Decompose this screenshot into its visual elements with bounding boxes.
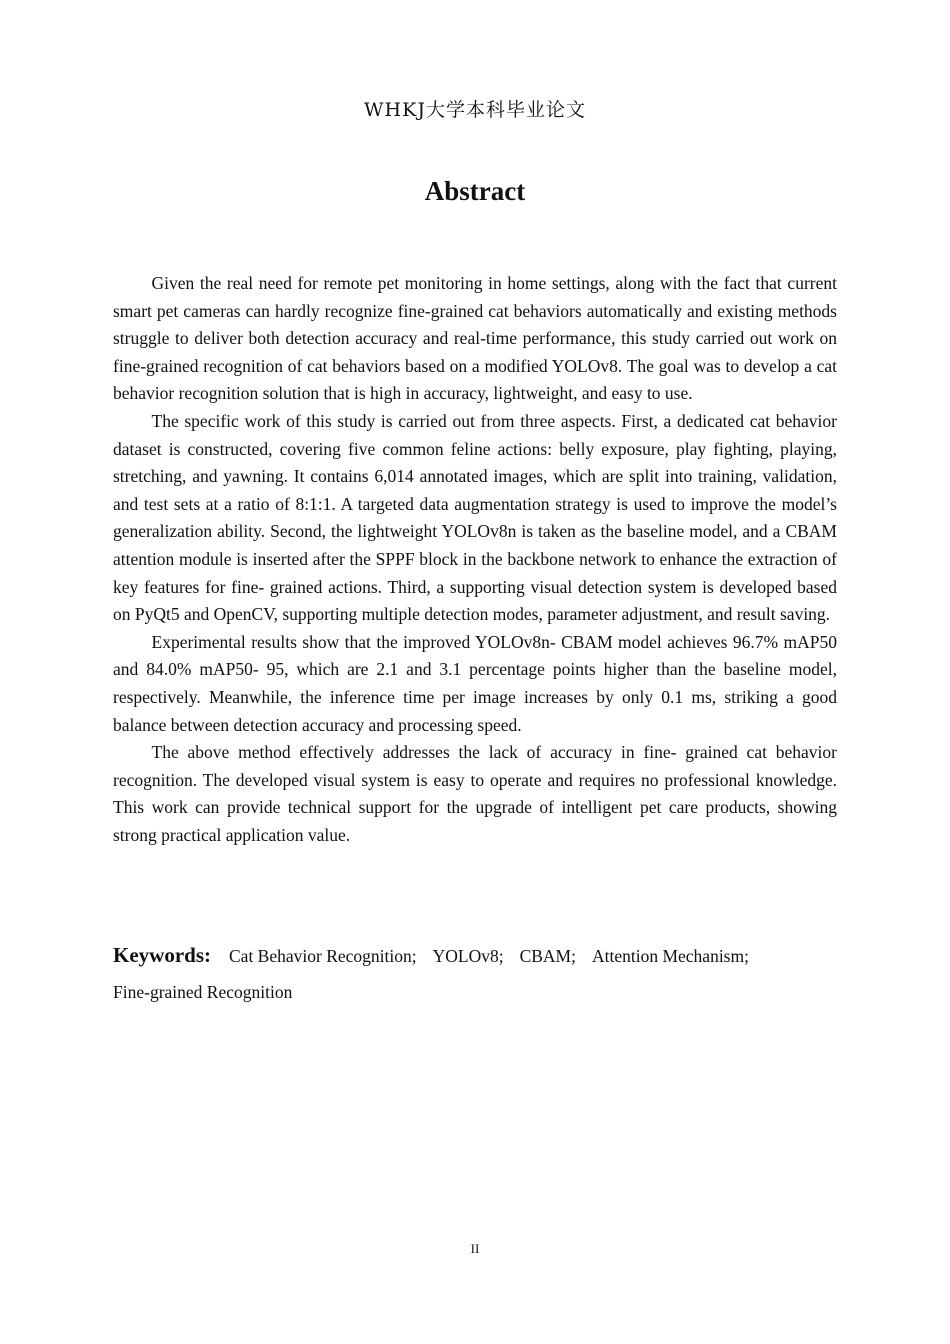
keyword-item: YOLOv8; [432,946,504,966]
running-header: WHKJ大学本科毕业论文 [364,99,586,121]
abstract-paragraph: Given the real need for remote pet monitoring in home settings, along with the fact that current smart pet cameras can hardly recognize fine-grained cat behaviors automatically and existing methods struggle to deliver both detection accuracy and real-time performance, this study carried out work on fine-grained recognition of cat behaviors based on a modified YOLOv8. The goal was to develop a cat behavior recognition solution that is high in accuracy, lightweight, and easy to use. [113,273,837,404]
abstract-body [113,270,837,849]
keyword-item: Fine-grained Recognition [113,982,293,1002]
abstract-paragraph: The above method effectively addresses the lack of accuracy in fine- grained cat behavior recognition. The developed visual system is easy to operate and requires no professional knowledge. This work can provide technical support for the upgrade of intelligent pet care products, showing strong practical application value. [113,742,837,845]
keywords-label: Keywords: [113,943,211,967]
page-title: Abstract [424,176,526,206]
keyword-item: CBAM; [519,946,576,966]
page-number: II [470,1241,480,1256]
keyword-item: Cat Behavior Recognition; [229,946,417,966]
keywords-section [113,937,837,1010]
abstract-paragraph: The specific work of this study is carried out from three aspects. First, a dedicated cat behavior dataset is constructed, covering five common feline actions: belly exposure, play fighting, playing, stretching, and yawning. It contains 6,014 annotated images, which are split into training, validation, and test sets at a ratio of 8:1:1. A targeted data augmentation strategy is used to improve the model’s generalization ability. Second, the lightweight YOLOv8n is taken as the baseline model, and a CBAM attention module is inserted after the SPPF block in the backbone network to enhance the extraction of key features for fine- grained actions. Third, a supporting visual detection system is developed based on PyQt5 and OpenCV, supporting multiple detection modes, parameter adjustment, and result saving. [113,410,837,625]
keyword-item: Attention Mechanism; [591,946,749,966]
abstract-paragraph: Experimental results show that the improved YOLOv8n- CBAM model achieves 96.7% mAP50 and 84.0% mAP50- 95, which are 2.1 and 3.1 percentage points higher than the baseline model, respectively. Meanwhile, the inference time per image increases by only 0.1 ms, striking a good balance between detection accuracy and processing speed. [113,631,837,735]
